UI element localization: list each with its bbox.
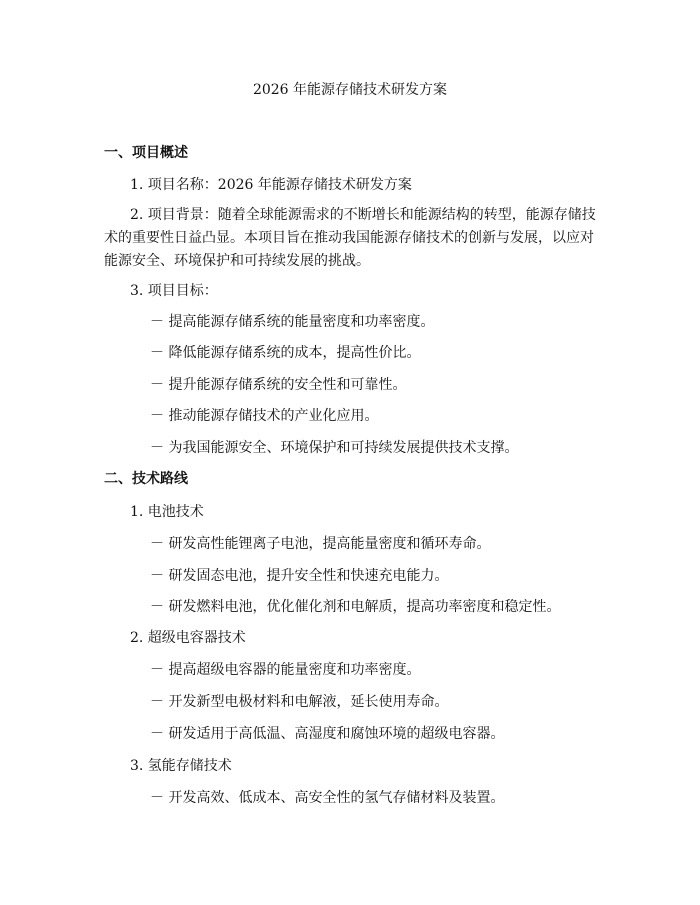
list-item-project-name: 1. 项目名称：2026 年能源存储技术研发方案	[130, 177, 412, 193]
bullet-item: － 研发燃料电池，优化催化剂和电解质，提高功率密度和稳定性。	[150, 599, 561, 615]
goal-item: － 提高能源存储系统的能量密度和功率密度。	[150, 314, 435, 330]
goal-item: － 降低能源存储系统的成本，提高性价比。	[150, 345, 421, 361]
list-item-project-background: 2. 项目背景：随着全球能源需求的不断增长和能源结构的转型，能源存储技术的重要性日益凸显。本项目旨在推动我国能源存储技术的创新与发展，以应对能源安全、环境保护和可持续发展的挑战。	[104, 207, 596, 269]
bullet-item: － 研发高性能锂离子电池，提高能量密度和循环寿命。	[150, 536, 491, 552]
document-title: 2026 年能源存储技术研发方案	[252, 82, 448, 98]
bullet-item: － 研发固态电池，提升安全性和快速充电能力。	[150, 568, 449, 584]
list-item-supercapacitor-tech: 2. 超级电容器技术	[130, 630, 246, 646]
bullet-item: － 研发适用于高低温、高湿度和腐蚀环境的超级电容器。	[150, 726, 505, 742]
goal-item: － 提升能源存储系统的安全性和可靠性。	[150, 377, 407, 393]
bullet-item: － 开发新型电极材料和电解液，延长使用寿命。	[150, 694, 449, 710]
section-heading-tech-route: 二、技术路线	[104, 471, 188, 487]
goal-item: － 推动能源存储技术的产业化应用。	[150, 408, 379, 424]
bullet-item: － 开发高效、低成本、高安全性的氢气存储材料及装置。	[150, 790, 505, 806]
list-item-hydrogen-storage-tech: 3. 氢能存储技术	[130, 758, 232, 774]
goal-item: － 为我国能源安全、环境保护和可持续发展提供技术支撑。	[150, 440, 519, 456]
section-heading-overview: 一、项目概述	[104, 145, 188, 161]
list-item-battery-tech: 1. 电池技术	[130, 504, 204, 520]
list-item-project-goals: 3. 项目目标：	[130, 283, 218, 299]
bullet-item: － 提高超级电容器的能量密度和功率密度。	[150, 662, 421, 678]
